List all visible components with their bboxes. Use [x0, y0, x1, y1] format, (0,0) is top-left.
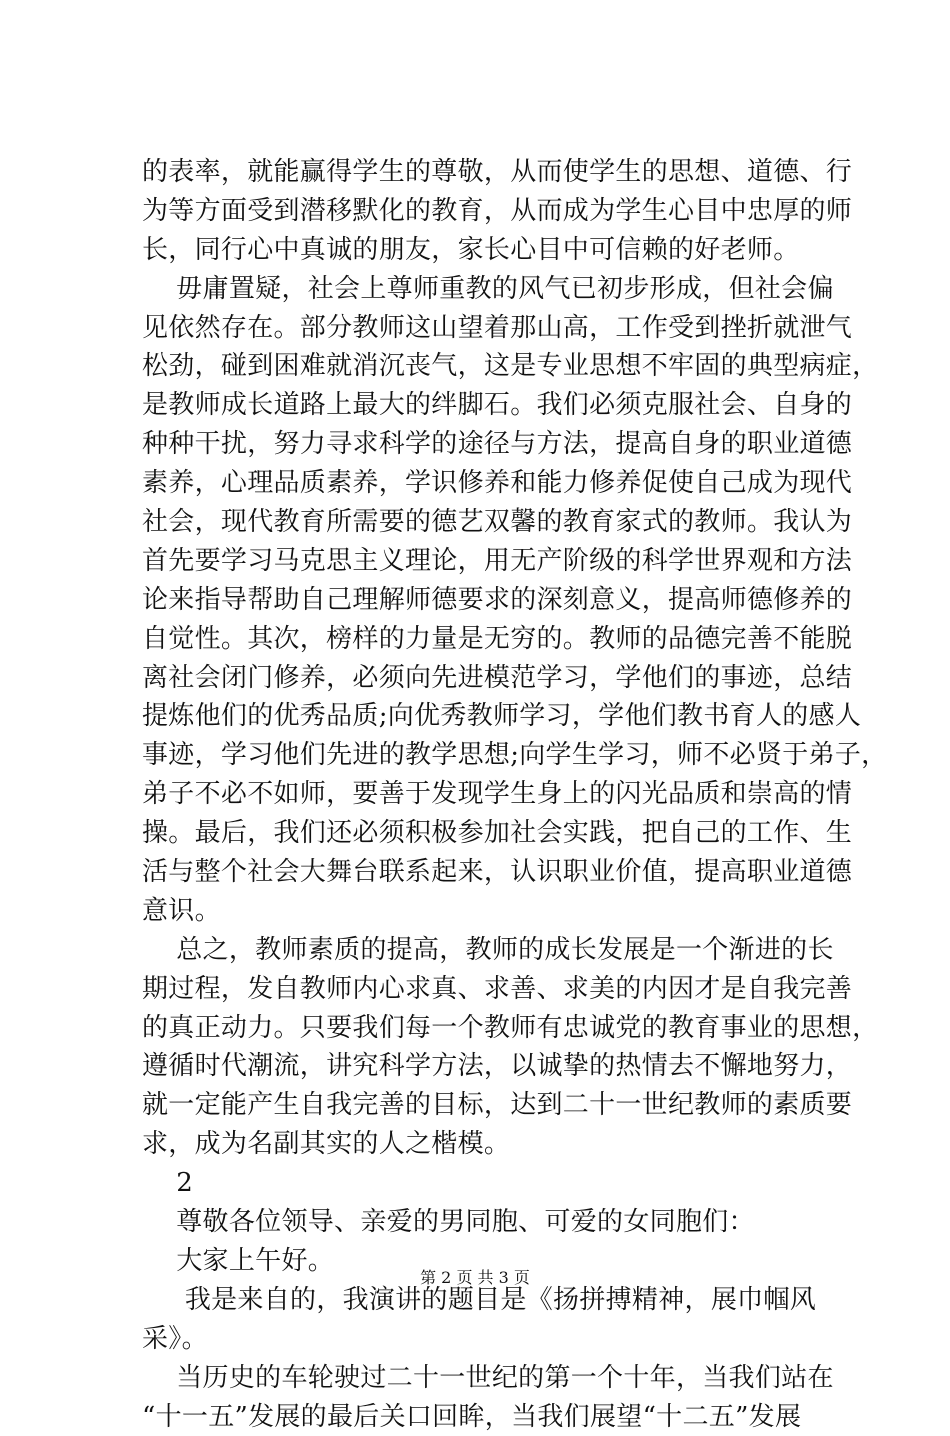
text-line: 见依然存在。部分教师这山望着那山高，工作受到挫折就泄气: [142, 309, 842, 348]
text-line: 素养，心理品质素养，学识修养和能力修养促使自己成为现代: [142, 464, 842, 503]
text-line: 离社会闭门修养，必须向先进模范学习，学他们的事迹，总结: [142, 659, 842, 698]
text-line: 长，同行心中真诚的朋友，家长心目中可信赖的好老师。: [142, 231, 842, 270]
text-line: 大家上午好。: [142, 1242, 842, 1281]
text-line: 松劲，碰到困难就消沉丧气，这是专业思想不牢固的典型病症，: [142, 347, 842, 386]
document-body: [142, 153, 842, 1436]
text-line: 意识。: [142, 892, 842, 931]
text-line: 2: [142, 1164, 842, 1203]
text-line: 期过程，发自教师内心求真、求善、求美的内因才是自我完善: [142, 970, 842, 1009]
text-line: 总之，教师素质的提高，教师的成长发展是一个渐进的长: [142, 931, 842, 970]
text-line: 操。最后，我们还必须积极参加社会实践，把自己的工作、生: [142, 814, 842, 853]
text-line: 首先要学习马克思主义理论，用无产阶级的科学世界观和方法: [142, 542, 842, 581]
page-footer: 第 2 页 共 3 页: [0, 1267, 950, 1289]
text-line: 毋庸置疑，社会上尊师重教的风气已初步形成，但社会偏: [142, 270, 842, 309]
text-line: 事迹，学习他们先进的教学思想;向学生学习，师不必贤于弟子，: [142, 736, 842, 775]
text-line: 尊敬各位领导、亲爱的男同胞、可爱的女同胞们：: [142, 1203, 842, 1242]
text-line: 求，成为名副其实的人之楷模。: [142, 1125, 842, 1164]
text-line: 社会，现代教育所需要的德艺双馨的教育家式的教师。我认为: [142, 503, 842, 542]
text-line: 采》。: [142, 1320, 842, 1359]
text-line: 为等方面受到潜移默化的教育，从而成为学生心目中忠厚的师: [142, 192, 842, 231]
text-line: 我是来自的，我演讲的题目是《扬拼搏精神，展巾帼风: [142, 1281, 842, 1320]
text-line: 提炼他们的优秀品质;向优秀教师学习，学他们教书育人的感人: [142, 697, 842, 736]
text-line: 的表率，就能赢得学生的尊敬，从而使学生的思想、道德、行: [142, 153, 842, 192]
text-line: 种种干扰，努力寻求科学的途径与方法，提高自身的职业道德: [142, 425, 842, 464]
text-line: “十一五”发展的最后关口回眸，当我们展望“十二五”发展: [142, 1398, 842, 1436]
text-line: 论来指导帮助自己理解师德要求的深刻意义，提高师德修养的: [142, 581, 842, 620]
text-line: 是教师成长道路上最大的绊脚石。我们必须克服社会、自身的: [142, 386, 842, 425]
text-line: 活与整个社会大舞台联系起来，认识职业价值，提高职业道德: [142, 853, 842, 892]
text-line: 自觉性。其次，榜样的力量是无穷的。教师的品德完善不能脱: [142, 620, 842, 659]
text-line: 就一定能产生自我完善的目标，达到二十一世纪教师的素质要: [142, 1086, 842, 1125]
text-line: 遵循时代潮流，讲究科学方法，以诚挚的热情去不懈地努力，: [142, 1047, 842, 1086]
text-line: 弟子不必不如师，要善于发现学生身上的闪光品质和崇高的情: [142, 775, 842, 814]
text-line: 的真正动力。只要我们每一个教师有忠诚党的教育事业的思想，: [142, 1009, 842, 1048]
text-line: 当历史的车轮驶过二十一世纪的第一个十年，当我们站在: [142, 1359, 842, 1398]
